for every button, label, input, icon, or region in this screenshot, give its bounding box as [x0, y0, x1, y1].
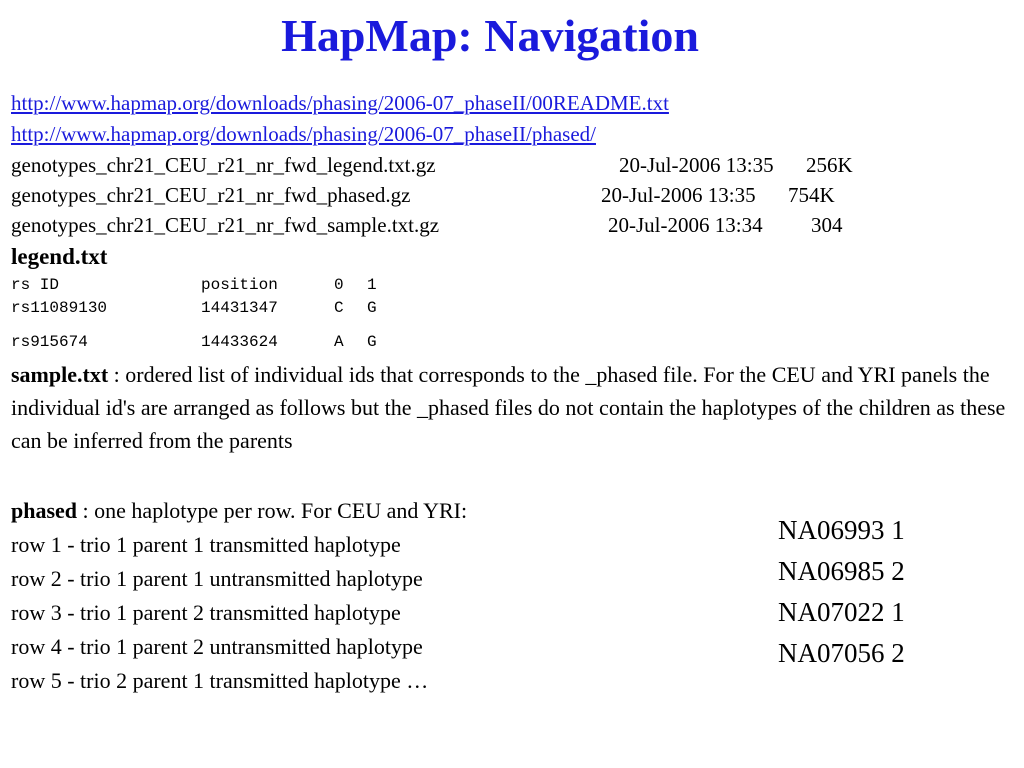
- readme-link[interactable]: http://www.hapmap.org/downloads/phasing/2006-07_phaseII/00README.txt: [11, 91, 669, 115]
- sample-description: [11, 358, 1011, 457]
- file-size: 304: [811, 213, 843, 237]
- file-size: 754K: [788, 183, 835, 207]
- phased-dir-link-line: [11, 121, 596, 147]
- phased-row-item: row 2 - trio 1 parent 1 untransmitted haplotype: [11, 566, 423, 591]
- phased-directory-link[interactable]: http://www.hapmap.org/downloads/phasing/2006-07_phaseII/phased/: [11, 122, 596, 146]
- individual-id-item: NA07022 1: [778, 597, 905, 627]
- legend-header-row: [11, 275, 511, 295]
- phased-description: [11, 494, 467, 527]
- legend-cell-allele1: G: [367, 333, 377, 351]
- legend-cell-position: 14433624: [201, 333, 278, 351]
- legend-col-allele0: 0: [334, 276, 344, 294]
- legend-col-rsid: rs ID: [11, 276, 60, 294]
- readme-link-line: [11, 90, 669, 116]
- page-title: HapMap: Navigation: [281, 10, 699, 61]
- legend-cell-allele0: A: [334, 333, 344, 351]
- legend-cell-rsid: rs11089130: [11, 299, 108, 317]
- phased-text: : one haplotype per row. For CEU and YRI:: [77, 498, 468, 523]
- legend-cell-allele0: C: [334, 299, 344, 317]
- file-date: 20-Jul-2006 13:35: [601, 183, 756, 207]
- sample-term: sample.txt: [11, 362, 109, 387]
- phased-row-item: row 4 - trio 1 parent 2 untransmitted haplotype: [11, 634, 423, 659]
- legend-cell-rsid: rs915674: [11, 333, 88, 351]
- file-name: genotypes_chr21_CEU_r21_nr_fwd_legend.txt.gz: [11, 153, 436, 177]
- legend-heading: legend.txt: [11, 244, 108, 269]
- individual-id-item: NA06993 1: [778, 515, 905, 545]
- file-date: 20-Jul-2006 13:35: [619, 153, 774, 177]
- legend-col-position: position: [201, 276, 278, 294]
- legend-row: [11, 298, 511, 318]
- phased-row-item: row 5 - trio 2 parent 1 transmitted haplotype …: [11, 668, 429, 693]
- individual-id-list: [778, 510, 905, 674]
- legend-cell-position: 14431347: [201, 299, 278, 317]
- file-date: 20-Jul-2006 13:34: [608, 213, 763, 237]
- legend-col-allele1: 1: [367, 276, 377, 294]
- legend-cell-allele1: G: [367, 299, 377, 317]
- phased-term: phased: [11, 498, 78, 523]
- individual-id-item: NA07056 2: [778, 638, 905, 668]
- individual-id-item: NA06985 2: [778, 556, 905, 586]
- legend-row: [11, 332, 511, 352]
- file-name: genotypes_chr21_CEU_r21_nr_fwd_phased.gz: [11, 183, 411, 207]
- file-size: 256K: [806, 153, 853, 177]
- sample-text: : ordered list of individual ids that corresponds to the _phased file. For the CEU and YRI panels the individual id's are arranged as follows but the _phased files do not contain the haplotypes of the children as these can be inferred from the parents: [11, 362, 1006, 453]
- file-name: genotypes_chr21_CEU_r21_nr_fwd_sample.txt.gz: [11, 213, 440, 237]
- phased-row-item: row 1 - trio 1 parent 1 transmitted haplotype: [11, 532, 401, 557]
- phased-row-item: row 3 - trio 1 parent 2 transmitted haplotype: [11, 600, 401, 625]
